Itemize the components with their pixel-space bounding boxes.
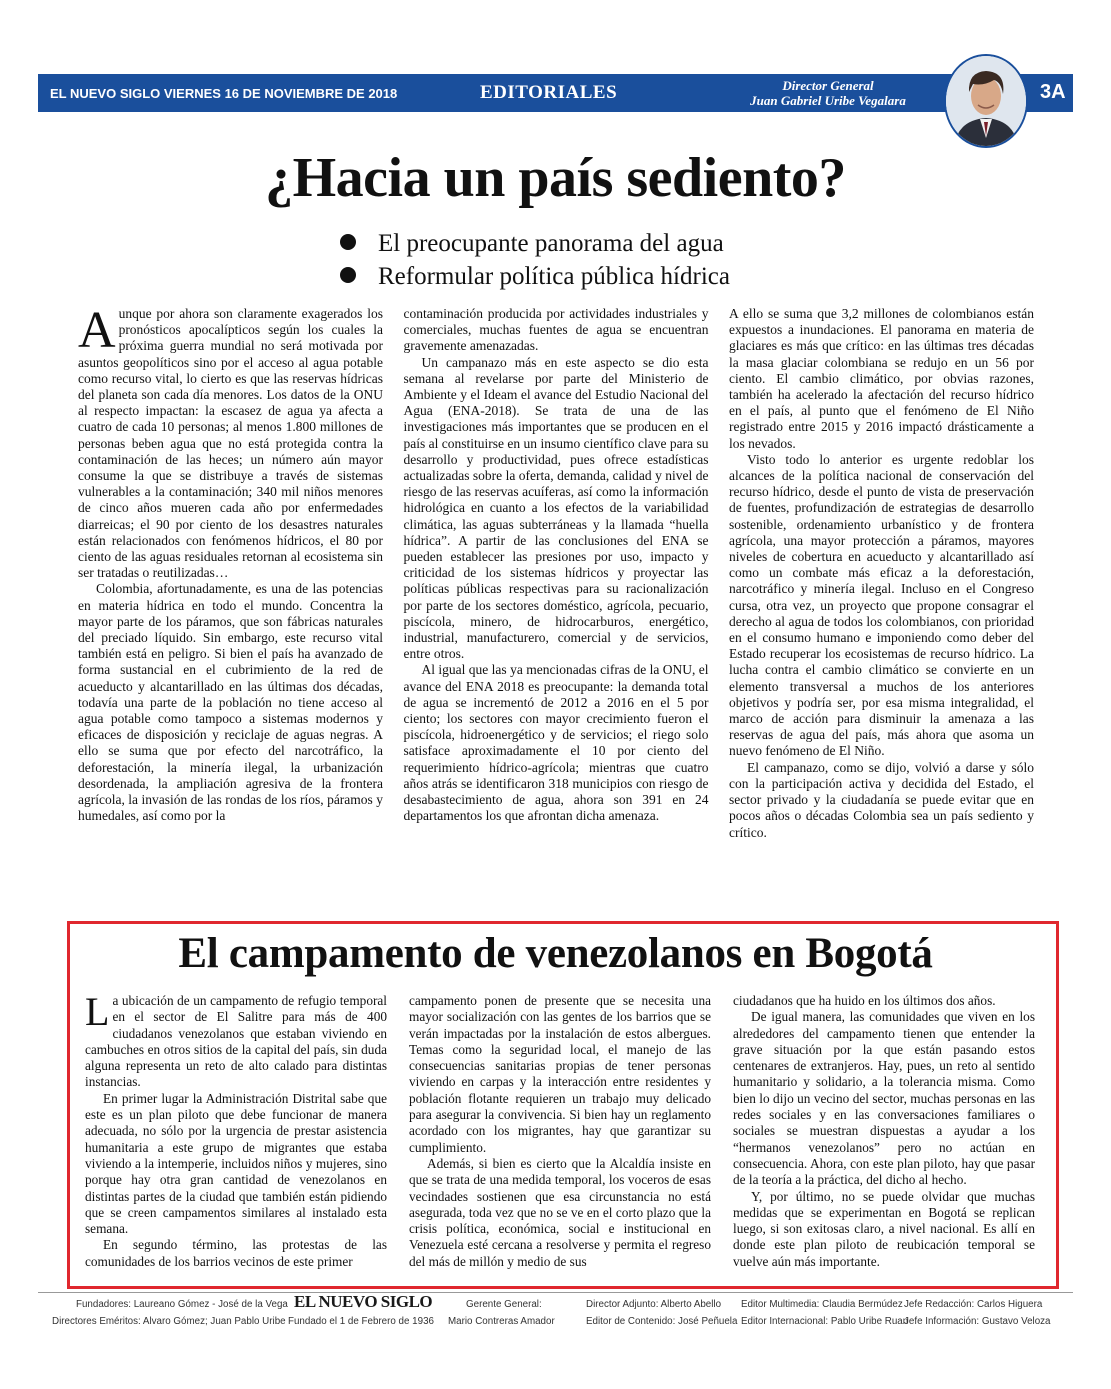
- content-editor-credit: Editor de Contenido: José Peñuela: [586, 1316, 738, 1327]
- paragraph: A ello se suma que 3,2 millones de colombianos están expuestos a inundaciones. El panorama en materia de glaciares es más que crítico: en las últimas tres décadas la masa glaciar colombiana se redujo en un 56 por ciento. El cambio climático, por obvias razones, también ha acelerado la afectación del recurso hídrico en el país, al punto que el fenómeno de El Niño registrado entre 2015 y 2016 impactó drásticamente a los nevados.: [729, 306, 1034, 451]
- general-manager-name: Mario Contreras Amador: [448, 1316, 555, 1327]
- paragraph: Además, si bien es cierto que la Alcaldía insiste en que se trata de una medida temporal, los voceros de esas vecindades sostienen que esa circunstancia no está asegurada, toda vez que no se ve en el corto plazo que la crisis política, económica, social e institucional en Venezuela esté cercana a resolverse y permita el regreso del más de millón y medio de sus: [409, 1155, 711, 1269]
- paragraph: Al igual que las ya mencionadas cifras de la ONU, el avance del ENA 2018 es preocupante: la demanda total de agua se incrementó de 2012 a 2016 en el 5 por ciento; los sectores con mayor crecimiento fueron el piscícola, hidroenergético y de servicios; el riego solo satisface aproximadamente el 10 por ciento del requerimiento hídrico-agrícola; mientras que cuatro años atrás se identificaron 318 municipios con riesgo de desabastecimiento de agua, ahora son 391 en 24 departamentos los que afrontan dicha amenaza.: [403, 662, 709, 824]
- drop-cap: L: [85, 989, 110, 1034]
- paragraph: Aunque por ahora son claramente exagerados los pronósticos apocalípticos según los cuales la próxima guerra mundial no será motivada por asuntos geopolíticos sino por el acceso al agua potable como recurso vital, lo cierto es que las reservas hídricas del planeta son cada día menores. Los datos de la ONU al respecto impactan: la escasez de agua ya afecta a cuatro de cada 10 personas; al menos 1.800 millones de personas beben agua que no está protegida contra la contaminación de las heces; un número aún mayor consume la que se distribuye a través de sistemas vulnerables a la contaminación; 340 mil niños menores de cinco años mueren cada año por enfermedades diarreicas; el 90 por ciento de los desastres naturales están relacionados con fenómenos hídricos, el 80 por ciento de las aguas residuales retornan al ecosistema sin ser tratadas o reutilizadas…: [78, 302, 383, 581]
- bullet-icon: [340, 267, 356, 283]
- page-number: 3A: [1040, 81, 1066, 103]
- director-name: Juan Gabriel Uribe Vegalara: [750, 93, 906, 108]
- text-column: [404, 306, 709, 891]
- credits-footer: [38, 1292, 1073, 1333]
- paragraph: En segundo término, las protestas de las comunidades de los barrios vecinos de este primer: [85, 1237, 387, 1269]
- subheadline-item: Reformular política pública hídrica: [332, 262, 852, 295]
- paragraph: contaminación producida por actividades industriales y comerciales, muchas fuentes de agua se encuentran gravemente amenazadas.: [403, 306, 709, 354]
- paragraph: Un campanazo más en este aspecto se dio esta semana al revelarse por parte del Ministerio de Ambiente y el Ideam el avance del Estudio Nacional del Agua (ENA-2018). Se trata de una de las investigaciones más importantes que se producen en el país al constituirse en un insumo científico clave para su desarrollo y productividad, pues ofrece estadísticas actualizadas sobre la oferta, demanda, calidad y nivel de riesgo de las reservas acuíferas, así como la información hidrológica en cuanto a los efectos de la variabilidad climática, las aguas subterráneas y la llamada “huella hídrica”. A partir de las conclusiones del ENA se pueden establecer las presiones por uso, impacto y criticidad de los sistemas hídricos y proyectar las políticas públicas respectivas para su racionalización por parte de los sectores doméstico, agrícola, pecuario, piscícola, minero, de hidrocarburos, energético, industrial, manufacturero, comercial y de servicios, entre otros.: [403, 354, 709, 662]
- text-column: [85, 989, 387, 1278]
- multimedia-editor-credit: Editor Multimedia: Claudia Bermúdez: [741, 1299, 903, 1310]
- paragraph: El campanazo, como se dijo, volvió a darse y sólo con la participación activa y decidida del Estado, el sector privado y la ciudadanía se puede evitar que en pocos años o décadas Colombia sea un país sediento y crítico.: [729, 759, 1034, 840]
- bullet-icon: [340, 234, 356, 250]
- information-chief-credit: Jefe Información: Gustavo Veloza: [904, 1316, 1051, 1327]
- text-column: [409, 993, 711, 1278]
- issue-date: EL NUEVO SIGLO VIERNES 16 DE NOVIEMBRE DE 2018: [50, 86, 398, 101]
- deputy-director-credit: Director Adjunto: Alberto Abello: [586, 1299, 722, 1310]
- editorial-body: [85, 989, 1035, 1278]
- text-column: [78, 302, 383, 891]
- subheadline-item: El preocupante panorama del agua: [332, 229, 852, 262]
- paragraph: campamento ponen de presente que se necesita una mayor socialización con las gentes de los barrios que se verán impactadas por la instalación de estos albergues. Temas como la seguridad local, el manejo de las consecuencias sanitarias propias de tener personas viviendo en carpas y la interacción entre residentes y población flotante requieren un trabajo muy delicado para asegurar la convivencia. Si bien hay un reglamento acordado con los migrantes, hay que garantizar su cumplimiento.: [409, 993, 711, 1155]
- editorial-body: [78, 302, 1034, 891]
- subheadline-list: [332, 229, 852, 295]
- paragraph: Visto todo lo anterior es urgente redoblar los alcances de la política nacional de conservación del recurso hídrico, desde el punto de vista de preservación de fuentes, profundización de estrategias de desarrollo sostenible, ordenamiento urbanístico y de frontera agrícola, una mayor protección a páramos, mayores niveles de cobertura en acueducto y alcantarillado así como un combate más eficaz a la deforestación, narcotráfico y minería ilegal. Incluso en el Congreso cursa, otra vez, un proyecto que propone consagrar el derecho al agua de todos los colombianos, con prioridad en el consumo humano e imponiendo como deber del Estado recuperar los ecosistemas de recurso hídrico. La lucha contra el cambio climático se convierte en un elemento transversal a muchos de los anteriores objetivos y podría ser, por esa misma integralidad, el marco de acción para disminuir la amenaza a las reservas de agua del país, más ahora que asoma un nuevo fenómeno de El Niño.: [729, 451, 1034, 759]
- page-header-bar: [38, 74, 1073, 112]
- director-credit: [728, 78, 928, 108]
- founders-credit: Fundadores: Laureano Gómez - José de la Vega: [76, 1299, 288, 1310]
- editorial-title: El campamento de venezolanos en Bogotá: [178, 930, 933, 977]
- international-editor-credit: Editor Internacional: Pablo Uribe Ruan: [741, 1316, 909, 1327]
- general-manager-role: Gerente General:: [466, 1299, 542, 1310]
- paragraph: En primer lugar la Administración Distrital sabe que este es un plan piloto que debe funcionar de manera adecuada, no sólo por la urgencia de prestar asistencia humanitaria a este grupo de migrantes que estaba viviendo a la intemperie, incluidos niños y mujeres, sino porque hay otra gran cantidad de venezolanos en distintas partes de la ciudad que también están pidiendo que se creen campamentos similares al instalado esta semana.: [85, 1090, 387, 1237]
- director-role: Director General: [782, 78, 874, 93]
- paragraph: ciudadanos que ha huido en los últimos dos años.: [733, 993, 996, 1008]
- director-portrait: [944, 54, 1028, 148]
- paragraph: Colombia, afortunadamente, es una de las potencias en materia hídrica en todo el mundo. Concentra la mayor parte de los páramos, que son fábricas naturales del preciado líquido. Sin embargo, este recurso vital también está en peligro. Si bien el país ha avanzado de forma sustancial en el cubrimiento de la red de acueducto y alcantarillado en las últimas dos décadas, todavía una parte de la población no tiene acceso al agua potable como tampoco a sistemas modernos y eficaces de disposición y reciclaje de aguas negras. A ello se suma que por efecto del narcotráfico, la deforestación, la minería ilegal, la urbanización desordenada, la ampliación agresiva de la frontera agrícola, la invasión de las rondas de los ríos, páramos y humedales, así como por la: [78, 581, 383, 824]
- drop-cap: A: [78, 302, 116, 359]
- text-column: [733, 993, 1035, 1278]
- section-name: EDITORIALES: [480, 82, 618, 103]
- editorial-title: ¿Hacia un país sediento?: [265, 147, 846, 209]
- masthead-logo: EL NUEVO SIGLO: [294, 1292, 433, 1311]
- paragraph: La ubicación de un campamento de refugio temporal en el sector de El Salitre para más de 400 ciudadanos venezolanos que estaban viviendo en cambuches en otros sitios de la capital del país, sin duda alguna representa un reto de alto calado para distintas instancias.: [85, 989, 387, 1090]
- text-column: [729, 306, 1034, 891]
- newsroom-chief-credit: Jefe Redacción: Carlos Higuera: [904, 1299, 1043, 1310]
- paragraph: De igual manera, las comunidades que viven en los alrededores del campamento tienen que entender la grave situación por la que están pasando estos centenares de extranjeros. Hay, pues, un reto al sentido humanitario y solidario, a la tolerancia misma. Como bien lo dijo un vecino del sector, muchas personas en las redes sociales y en las conversaciones familiares o sociales se muestran dispuestas a ayudar a los “hermanos venezolanos” pero no actúan en consecuencia. Ahora, con este plan piloto, hay que pasar de la teoría a la práctica, del dicho al hecho.: [733, 1009, 1035, 1188]
- founded-date: Fundado el 1 de Febrero de 1936: [288, 1316, 434, 1327]
- emeritus-credit: Directores Eméritos: Alvaro Gómez; Juan Pablo Uribe: [52, 1316, 286, 1327]
- paragraph: Y, por último, no se puede olvidar que muchas medidas que se experimentan en Bogotá se replican luego, si son exitosas claro, a nivel nacional. Es allí en donde este plan piloto de reubicación temporal se vuelve aún más importante.: [733, 1188, 1035, 1269]
